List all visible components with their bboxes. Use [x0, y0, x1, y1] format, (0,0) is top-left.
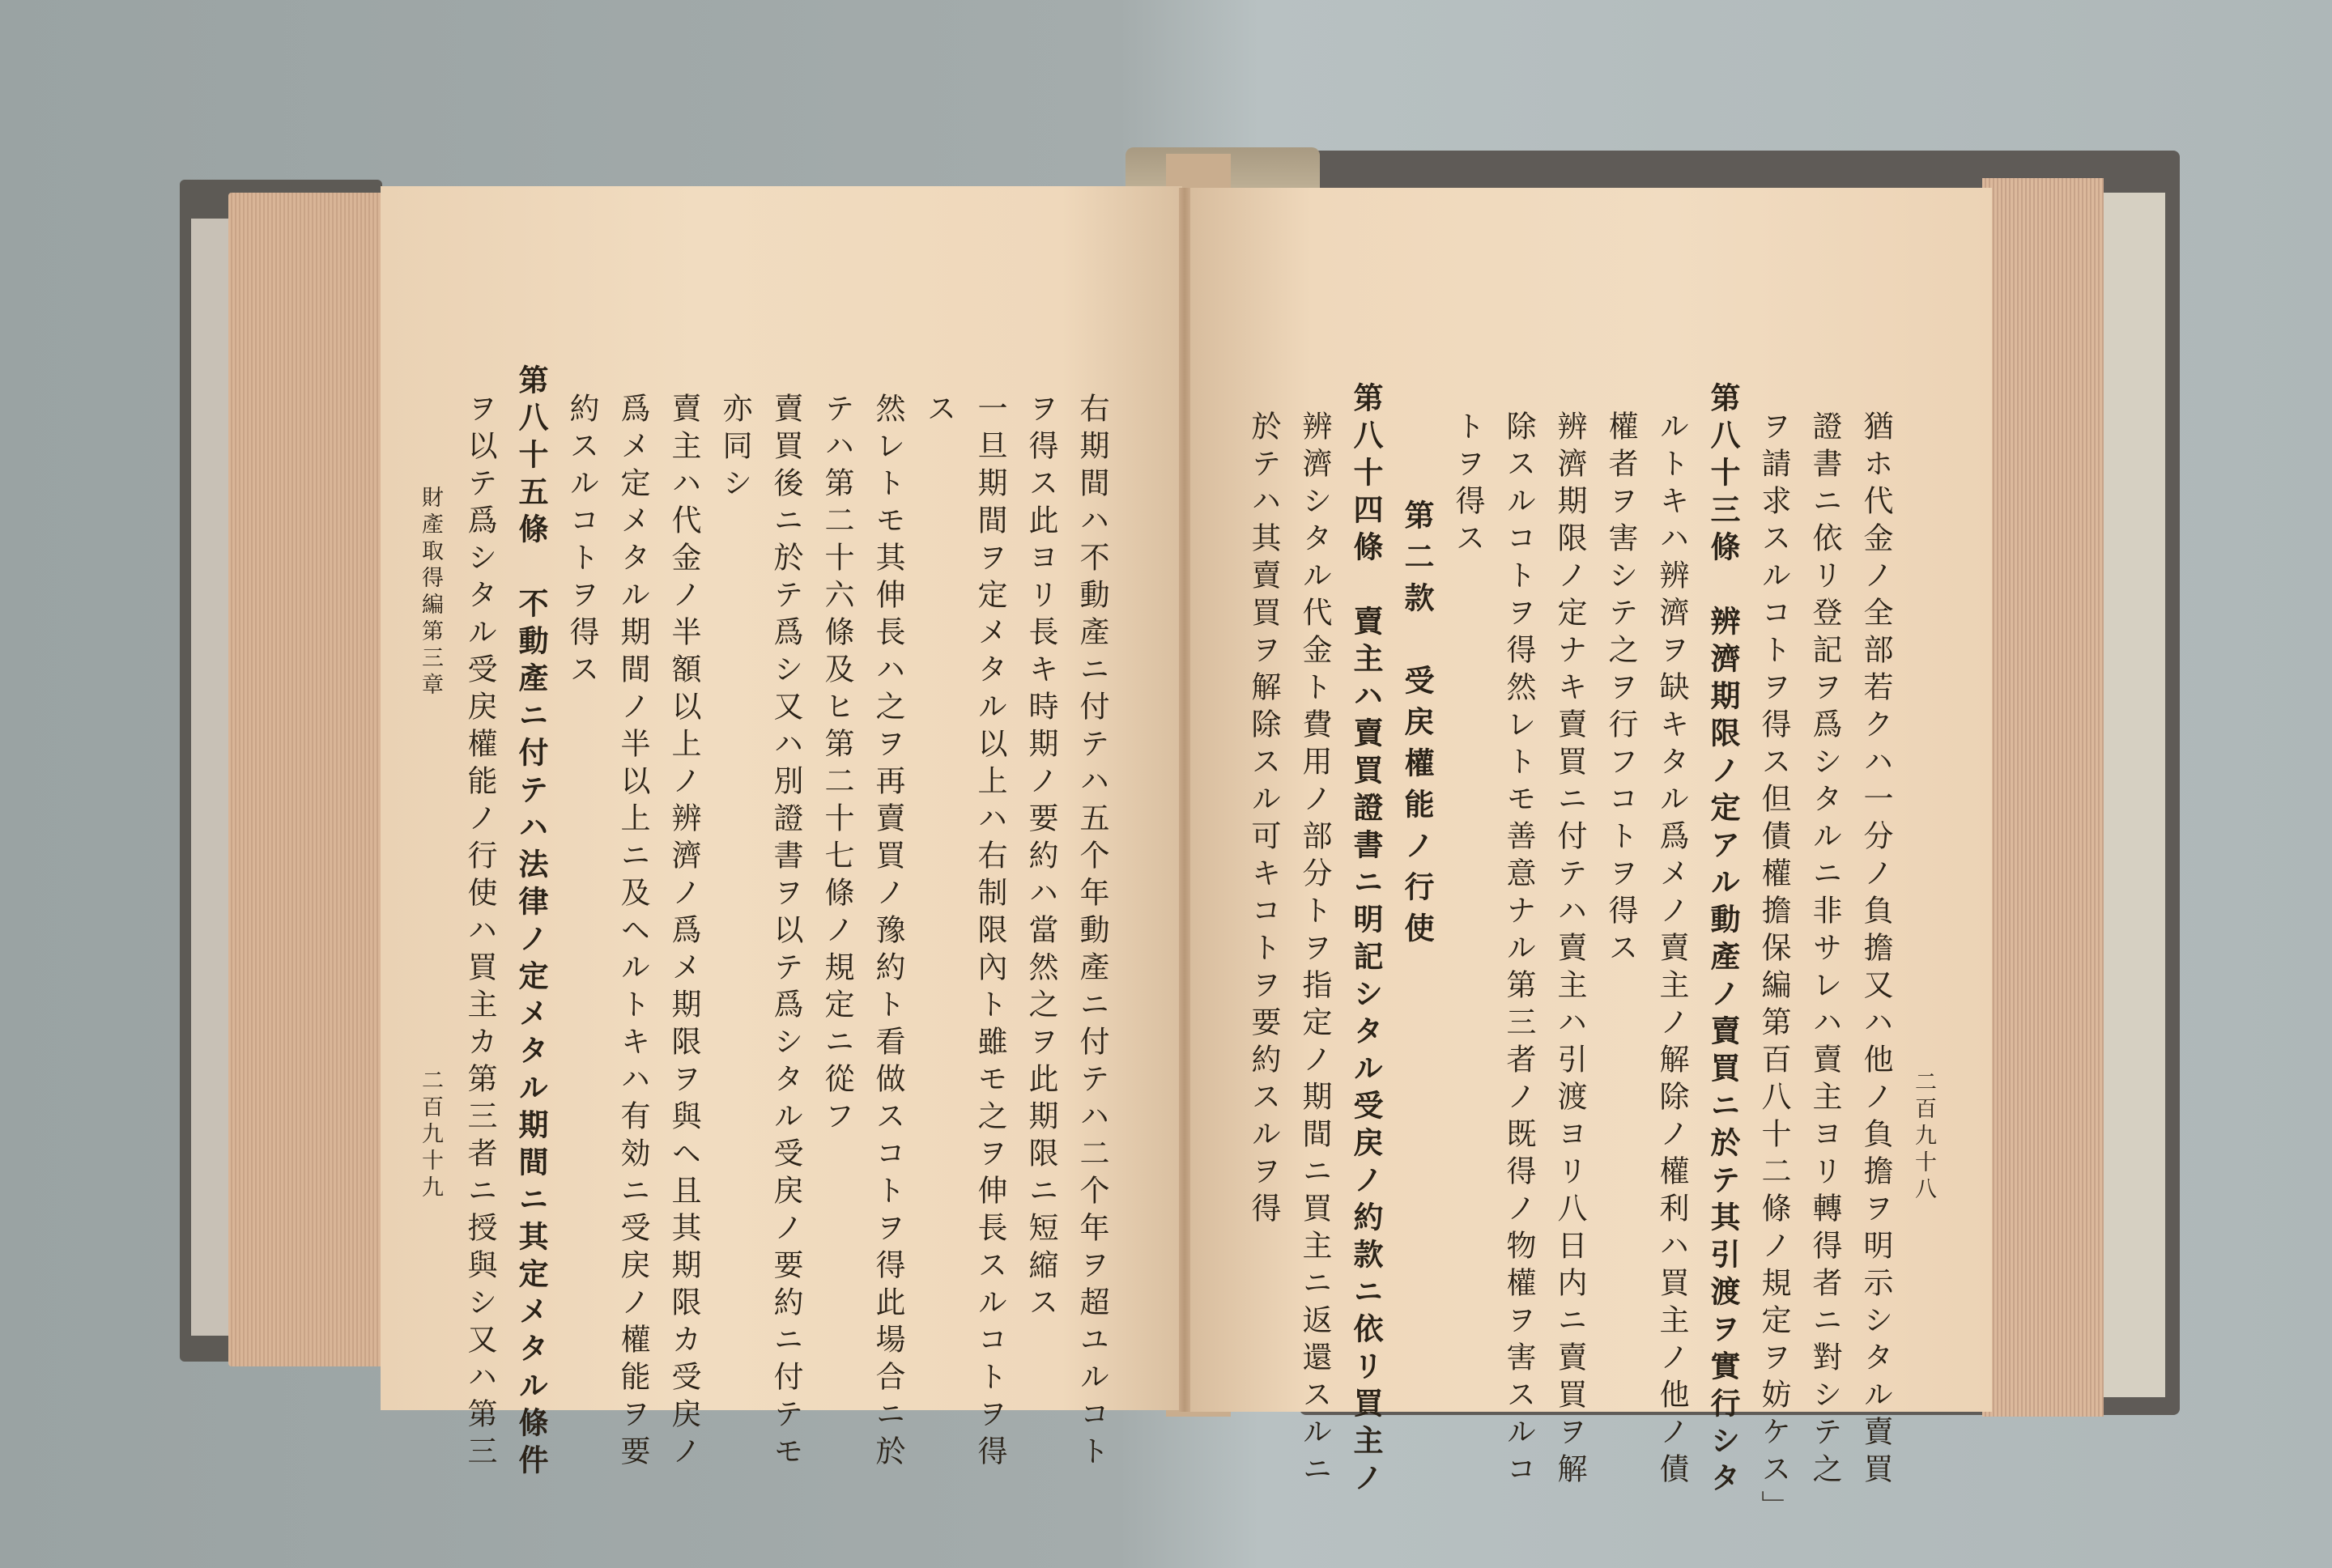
text-line: 證書ニ依リ登記ヲ爲シタルニ非サレハ賣主ヨリ轉得者ニ對シテ之	[1807, 410, 1842, 1490]
article-85-line: 第八十五條 不動產ニ付テハ法律ノ定メタル期間ニ其定メタル條件	[513, 364, 549, 1481]
text-line: 除スルコトヲ得然レトモ善意ナル第三者ノ既得ノ物權ヲ害スルコ	[1501, 410, 1536, 1490]
text-line: トヲ得ス	[1450, 410, 1485, 559]
left-page-stack	[228, 193, 382, 1366]
text-line: ルトキハ辨濟ヲ缺キタル爲メノ賣主ノ解除ノ權利ハ買主ノ他ノ債	[1654, 410, 1689, 1490]
page-number-right: 二百九十八	[1911, 1070, 1936, 1204]
text-line: ス	[921, 393, 956, 430]
text-line: 亦同シ	[717, 393, 752, 504]
text-line: 猶ホ代金ノ全部若クハ一分ノ負擔又ハ他ノ負擔ヲ明示シタル賣買	[1858, 410, 1893, 1490]
text-line: 賣買後ニ於テ爲シ又ハ別證書ヲ以テ爲シタル受戻ノ要約ニ付テモ	[768, 393, 803, 1472]
section-heading: 第二款 受戻權能ノ行使	[1399, 499, 1435, 954]
text-line: 右期間ハ不動產ニ付テハ五个年動產ニ付テハ二个年ヲ超ユルコト	[1075, 393, 1109, 1472]
text-line: 權者ヲ害シテ之ヲ行フコトヲ得ス	[1603, 410, 1638, 969]
text-line: 然レトモ其伸長ハ之ヲ再賣買ノ豫約ト看做スコトヲ得此場合ニ於	[870, 393, 905, 1472]
page-number-left: 二百九十九	[418, 1069, 443, 1202]
right-endpaper	[2096, 193, 2165, 1397]
text-line: 辨濟シタル代金ト費用ノ部分トヲ指定ノ期間ニ買主ニ返還スルニ	[1297, 410, 1332, 1490]
text-line: 於テハ其賣買ヲ解除スル可キコトヲ要約スルヲ得	[1246, 410, 1281, 1230]
text-line: テハ第二十六條及ヒ第二十七條ノ規定ニ從フ	[819, 393, 854, 1137]
text-line: 爲メ定メタル期間ノ半以上ニ及ヘルトキハ有効ニ受戻ノ權能ヲ要	[615, 393, 650, 1472]
text-line: 一旦期間ヲ定メタル以上ハ右制限內ト雖モ之ヲ伸長スルコトヲ得	[972, 393, 1007, 1472]
right-page	[1190, 188, 1992, 1528]
text-line: 約スルコトヲ得ス	[564, 393, 599, 691]
left-page	[381, 186, 1182, 1481]
running-head: 財產取得編第三章	[418, 486, 443, 699]
text-line: ヲ得ス此ヨリ長キ時期ノ要約ハ當然之ヲ此期限ニ短縮ス	[1023, 393, 1058, 1324]
text-line: 辨濟期限ノ定ナキ賣買ニ付テハ賣主ハ引渡ヨリ八日内ニ賣買ヲ解	[1552, 410, 1587, 1490]
text-line: 賣主ハ代金ノ半額以上ノ辨濟ノ爲メ期限ヲ與ヘ且其期限カ受戻ノ	[666, 393, 701, 1472]
gutter	[1179, 188, 1190, 1412]
article-84-line: 第八十四條 賣主ハ賣買證書ニ明記シタル受戻ノ約款ニ依リ買主ノ	[1348, 382, 1384, 1499]
text-line: ヲ請求スルコトヲ得ス但債權擔保編第百八十二條ノ規定ヲ妨ケス」	[1756, 410, 1791, 1528]
right-page-stack	[1982, 178, 2104, 1417]
text-line: ヲ以テ爲シタル受戻權能ノ行使ハ買主カ第三者ニ授與シ又ハ第三	[462, 393, 497, 1472]
article-83-line: 第八十三條 辨濟期限ノ定アル動產ノ賣買ニ於テ其引渡ヲ實行シタ	[1705, 382, 1741, 1499]
